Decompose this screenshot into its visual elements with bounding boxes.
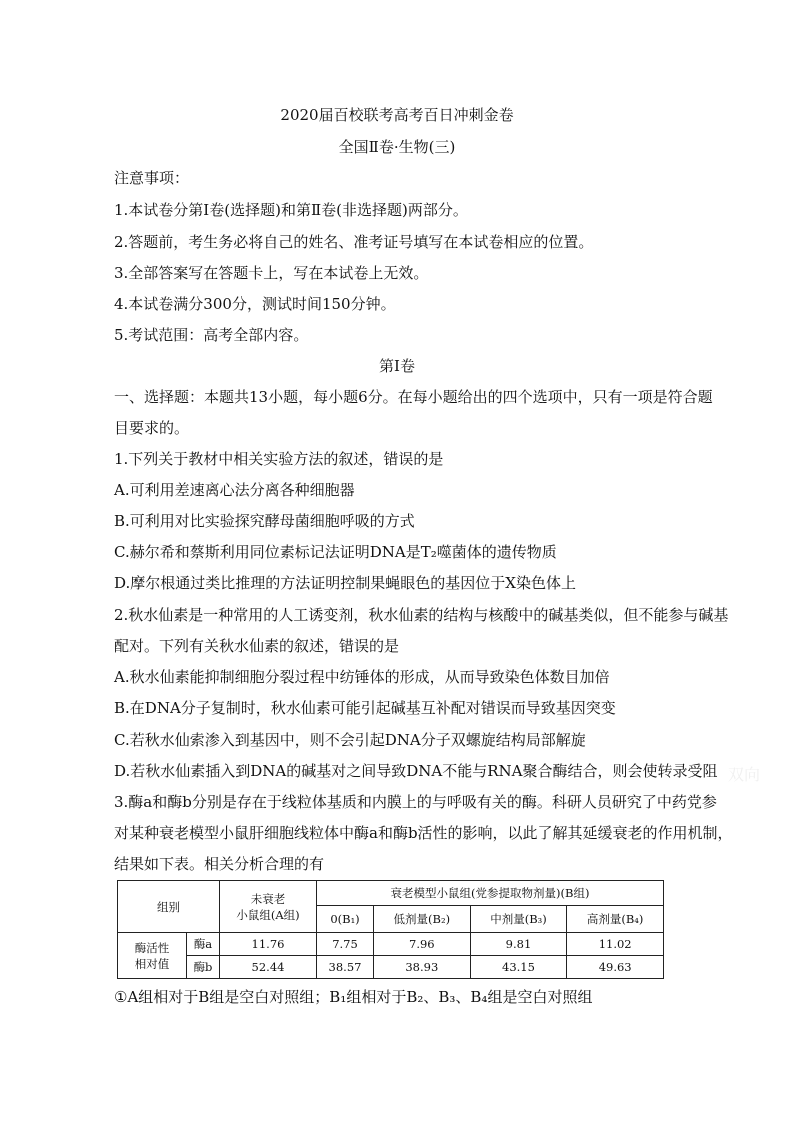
section-intro: 一、选择题：本题共13小题，每小题6分。在每小题给出的四个选项中，只有一项是符合题 (114, 388, 713, 406)
table-cell: 7.96 (374, 933, 471, 956)
notice-item: 2.答题前，考生务必将自己的姓名、准考证号填写在本试卷相应的位置。 (114, 233, 594, 251)
table-col-a-header (220, 881, 317, 933)
table-cell: 9.81 (470, 933, 567, 956)
q3-stem: 对某种衰老模型小鼠肝细胞线粒体中酶a和酶b活性的影响，以此了解其延缓衰老的作用机制， (114, 824, 733, 842)
exam-subtitle: 全国Ⅱ卷·生物(三) (338, 138, 456, 156)
table-cell: 49.63 (567, 956, 664, 979)
table-row-label (118, 933, 187, 979)
q2-option-a: A.秋水仙素能抑制细胞分裂过程中纺锤体的形成，从而导致染色体数目加倍 (114, 668, 610, 686)
table-cell: 43.15 (470, 956, 567, 979)
q2-option-b: B.在DNA分子复制时，秋水仙素可能引起碱基互补配对错误而导致基因突变 (114, 699, 616, 717)
q2-option-d: D.若秋水仙素插入到DNA的碱基对之间导致DNA不能与RNA聚合酶结合，则会使转录受阻 (114, 762, 718, 780)
watermark: 双向 (728, 765, 761, 784)
q1-option-b: B.可利用对比实验探究酵母菌细胞呼吸的方式 (114, 512, 415, 530)
notice-item: 4.本试卷满分300分，测试时间150分钟。 (114, 295, 396, 313)
notice-item: 1.本试卷分第Ⅰ卷(选择题)和第Ⅱ卷(非选择题)两部分。 (114, 201, 468, 219)
table-enzyme-label: 酶a (187, 933, 220, 956)
table-cell: 38.93 (374, 956, 471, 979)
notice-item: 5.考试范围：高考全部内容。 (114, 326, 309, 344)
table-row (118, 933, 664, 956)
q3-statement-1: ①A组相对于B组是空白对照组；B₁组相对于B₂、B₃、B₄组是空白对照组 (114, 988, 593, 1006)
q3-stem: 结果如下表。相关分析合理的有 (114, 855, 325, 873)
table-col-a-line1: 未衰老 (250, 891, 286, 906)
table-col-b-header: 衰老模型小鼠组(党参提取物剂量)(B组) (317, 881, 664, 906)
section-intro: 目要求的。 (114, 419, 190, 437)
q1-option-d: D.摩尔根通过类比推理的方法证明控制果蝇眼色的基因位于X染色体上 (114, 574, 576, 592)
q1-stem: 1.下列关于教材中相关实验方法的叙述，错误的是 (114, 450, 444, 468)
q2-stem: 配对。下列有关秋水仙素的叙述，错误的是 (114, 637, 400, 655)
table-group-label: 组别 (118, 881, 220, 933)
table-cell: 11.02 (567, 933, 664, 956)
table-col-a-line2: 小鼠组(A组) (236, 907, 300, 922)
table-enzyme-label: 酶b (187, 956, 220, 979)
table-cell: 11.76 (220, 933, 317, 956)
q2-option-c: C.若秋水仙索渗入到基因中，则不会引起DNA分子双螺旋结构局部解旋 (114, 731, 586, 749)
q1-option-a: A.可利用差速离心法分离各种细胞器 (114, 481, 355, 499)
table-cell: 7.75 (317, 933, 374, 956)
table-sub-header: 中剂量(B₃) (470, 906, 567, 933)
enzyme-activity-table (117, 880, 664, 979)
table-sub-header: 0(B₁) (317, 906, 374, 933)
notice-item: 3.全部答案写在答题卡上，写在本试卷上无效。 (114, 264, 429, 282)
table-cell: 38.57 (317, 956, 374, 979)
exam-title: 2020届百校联考高考百日冲刺金卷 (280, 106, 514, 124)
table-sub-header: 低剂量(B₂) (374, 906, 471, 933)
table-row-label-line2: 相对值 (134, 956, 170, 971)
table-row-label-line1: 酶活性 (134, 940, 170, 955)
table-cell: 52.44 (220, 956, 317, 979)
q3-stem: 3.酶a和酶b分别是存在于线粒体基质和内膜上的与呼吸有关的酶。科研人员研究了中药党参 (114, 793, 717, 811)
table-sub-header: 高剂量(B₄) (567, 906, 664, 933)
q2-stem: 2.秋水仙素是一种常用的人工诱变剂，秋水仙素的结构与核酸中的碱基类似，但不能参与碱基 (114, 606, 729, 624)
notice-heading: 注意事项： (114, 169, 190, 187)
q1-option-c: C.赫尔希和蔡斯利用同位素标记法证明DNA是T₂噬菌体的遗传物质 (114, 543, 557, 561)
section-title: 第Ⅰ卷 (379, 357, 415, 375)
table-row (118, 956, 664, 979)
